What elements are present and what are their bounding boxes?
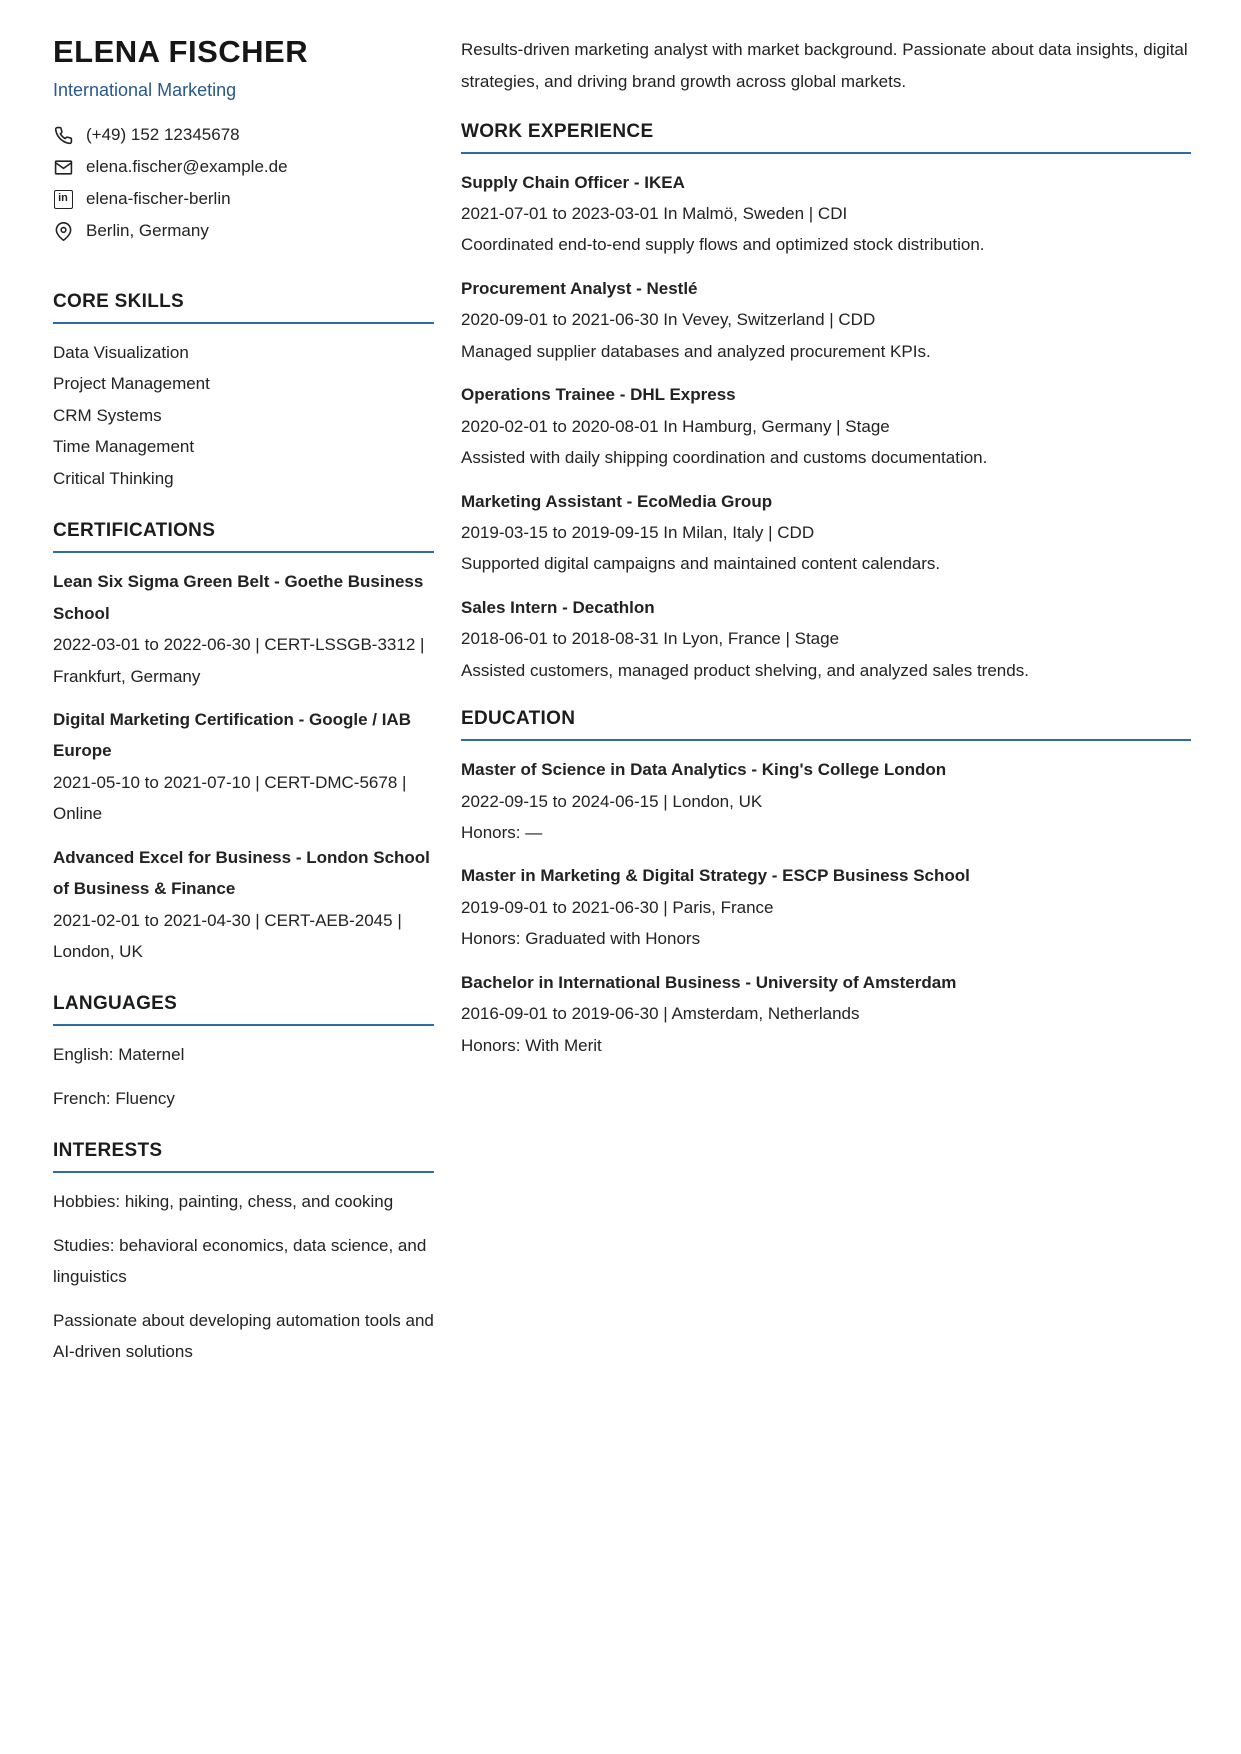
interest-item: Hobbies: hiking, painting, chess, and cooking — [53, 1192, 394, 1212]
job-item — [461, 486, 1191, 580]
job-item — [461, 273, 1191, 367]
education-title: Master in Marketing & Digital Strategy - ESCP Business School — [461, 866, 970, 886]
certification-meta: 2022-03-01 to 2022-06-30 | CERT-LSSGB-3312 | Frankfurt, Germany — [53, 635, 425, 686]
job-description: Managed supplier databases and analyzed procurement KPIs. — [461, 341, 931, 361]
education-item — [461, 754, 1191, 848]
language-item: English: Maternel — [53, 1045, 185, 1065]
certification-item — [53, 842, 434, 968]
certifications-heading: CERTIFICATIONS — [53, 520, 434, 553]
right-column — [461, 34, 1191, 1368]
skill-item: Time Management — [53, 437, 195, 457]
job-description: Assisted customers, managed product shelving, and analyzed sales trends. — [461, 660, 1029, 680]
contact-email-text: elena.fischer@example.de — [86, 157, 288, 176]
education-title: Bachelor in International Business - University of Amsterdam — [461, 972, 957, 992]
contact-list — [53, 125, 434, 241]
contact-location-text: Berlin, Germany — [86, 221, 209, 240]
interests-heading: INTERESTS — [53, 1140, 434, 1173]
skill-item: CRM Systems — [53, 405, 162, 425]
section-certifications — [53, 520, 434, 967]
education-meta: 2019-09-01 to 2021-06-30 | Paris, France — [461, 897, 774, 917]
job-description: Coordinated end-to-end supply flows and optimized stock distribution. — [461, 235, 985, 255]
education-title: Master of Science in Data Analytics - King's College London — [461, 760, 947, 780]
contact-phone-text: (+49) 152 12345678 — [86, 125, 240, 144]
linkedin-badge: in — [54, 190, 73, 209]
job-description: Assisted with daily shipping coordination and customs documentation. — [461, 448, 988, 468]
language-item: French: Fluency — [53, 1088, 175, 1108]
certification-meta: 2021-02-01 to 2021-04-30 | CERT-AEB-2045 | London, UK — [53, 910, 402, 961]
email-icon — [53, 157, 73, 177]
job-item — [461, 379, 1191, 473]
job-title: Marketing Assistant - EcoMedia Group — [461, 491, 773, 511]
education-item — [461, 860, 1191, 954]
certification-title: Digital Marketing Certification - Google / IAB Europe — [53, 709, 411, 761]
job-meta: 2020-09-01 to 2021-06-30 In Vevey, Switzerland | CDD — [461, 310, 876, 330]
person-name: ELENA FISCHER — [53, 34, 309, 69]
interest-item: Passionate about developing automation tools and AI-driven solutions — [53, 1310, 434, 1362]
two-column-layout — [53, 34, 1191, 1368]
education-honors: Honors: With Merit — [461, 1035, 602, 1055]
work-experience-list — [461, 167, 1191, 687]
skill-item: Data Visualization — [53, 343, 189, 362]
section-education — [461, 708, 1191, 1061]
contact-row-email — [53, 157, 434, 177]
certification-meta: 2021-05-10 to 2021-07-10 | CERT-DMC-5678 | Online — [53, 772, 407, 824]
education-honors: Honors: Graduated with Honors — [461, 929, 701, 949]
location-icon — [53, 221, 73, 241]
contact-row-location — [53, 221, 434, 241]
contact-linkedin-text: elena-fischer-berlin — [86, 189, 231, 208]
education-heading: EDUCATION — [461, 708, 1191, 741]
job-title: Sales Intern - Decathlon — [461, 597, 655, 617]
certification-item — [53, 566, 434, 692]
core-skills-heading: CORE SKILLS — [53, 291, 434, 324]
core-skills-list — [53, 337, 434, 494]
education-list — [461, 754, 1191, 1061]
languages-list — [53, 1039, 434, 1114]
summary-text: Results-driven marketing analyst with market background. Passionate about data insights, digital strategies, and driving brand growth across global markets. — [461, 40, 1188, 92]
certification-title: Advanced Excel for Business - London School of Business & Finance — [53, 847, 430, 899]
job-title: Operations Trainee - DHL Express — [461, 385, 736, 405]
job-meta: 2021-07-01 to 2023-03-01 In Malmö, Sweden | CDI — [461, 204, 848, 224]
section-work-experience — [461, 121, 1191, 687]
languages-heading: LANGUAGES — [53, 993, 434, 1026]
job-meta: 2019-03-15 to 2019-09-15 In Milan, Italy | CDD — [461, 522, 815, 542]
section-languages — [53, 993, 434, 1114]
interests-list — [53, 1186, 434, 1367]
skill-item: Project Management — [53, 374, 210, 394]
certification-title: Lean Six Sigma Green Belt - Goethe Business School — [53, 572, 424, 623]
section-interests — [53, 1140, 434, 1367]
job-description: Supported digital campaigns and maintained content calendars. — [461, 554, 941, 574]
work-experience-heading: WORK EXPERIENCE — [461, 121, 1191, 154]
job-item — [461, 592, 1191, 686]
skill-item: Critical Thinking — [53, 468, 174, 488]
contact-row-linkedin — [53, 189, 434, 209]
linkedin-icon — [53, 189, 73, 209]
job-item — [461, 167, 1191, 261]
education-meta: 2022-09-15 to 2024-06-15 | London, UK — [461, 791, 763, 811]
education-meta: 2016-09-01 to 2019-06-30 | Amsterdam, Netherlands — [461, 1004, 860, 1024]
job-meta: 2020-02-01 to 2020-08-01 In Hamburg, Germany | Stage — [461, 416, 890, 436]
education-honors: Honors: — — [461, 823, 543, 843]
phone-icon — [53, 125, 73, 145]
left-column — [53, 34, 434, 1368]
certifications-list — [53, 566, 434, 967]
person-title: International Marketing — [53, 80, 237, 100]
job-title: Procurement Analyst - Nestlé — [461, 278, 698, 298]
section-core-skills — [53, 291, 434, 494]
contact-row-phone — [53, 125, 434, 145]
certification-item — [53, 704, 434, 830]
job-meta: 2018-06-01 to 2018-08-31 In Lyon, France | Stage — [461, 629, 840, 649]
interest-item: Studies: behavioral economics, data science, and linguistics — [53, 1235, 427, 1287]
education-item — [461, 967, 1191, 1061]
job-title: Supply Chain Officer - IKEA — [461, 172, 685, 192]
